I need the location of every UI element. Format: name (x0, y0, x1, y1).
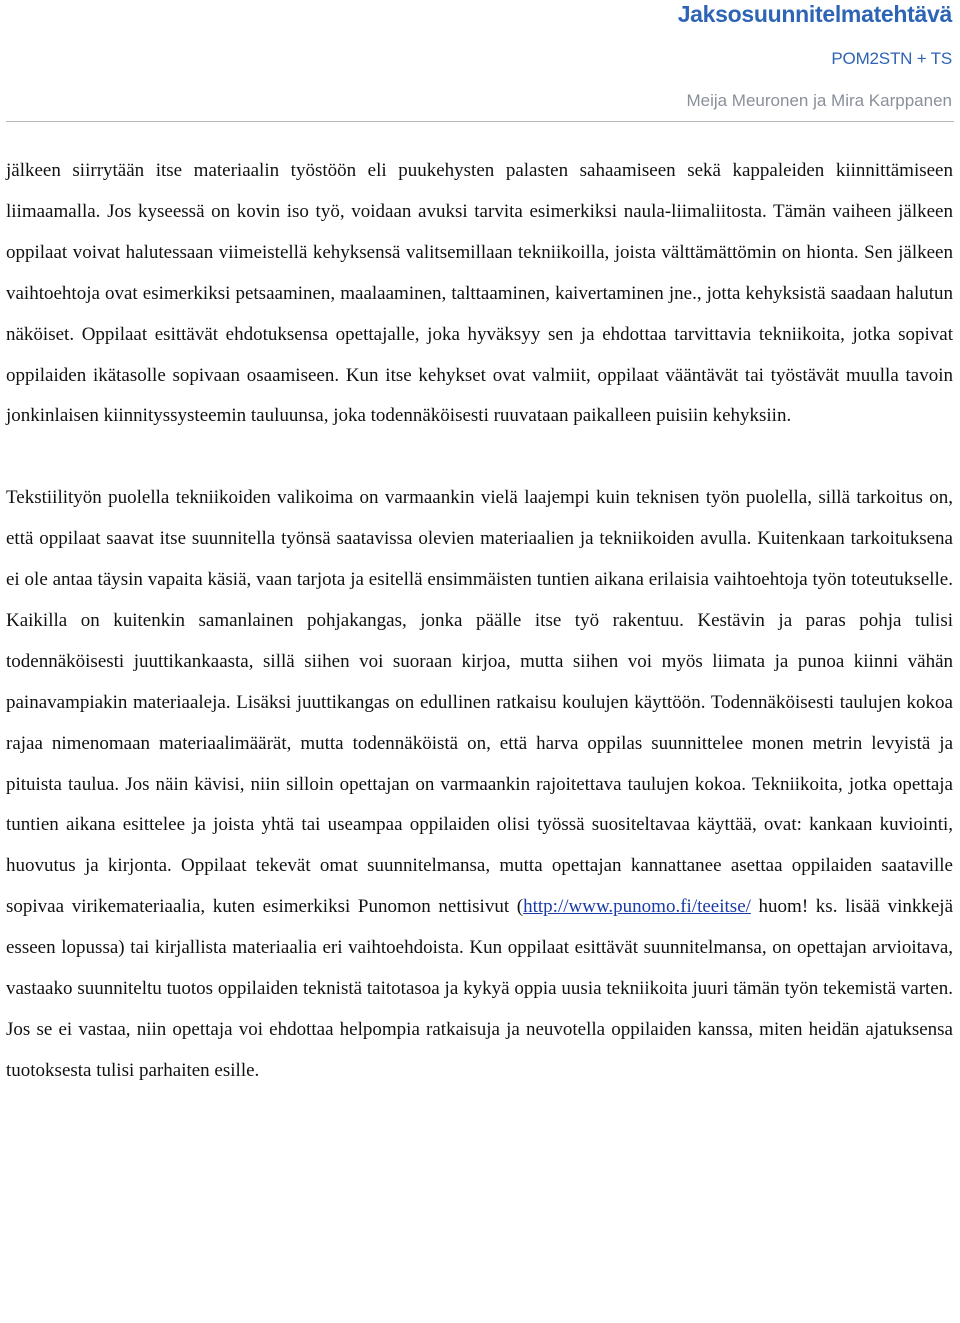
header-divider (6, 121, 954, 122)
page-header (252, 0, 952, 112)
document-body (6, 151, 953, 1092)
punomo-link[interactable]: http://www.punomo.fi/teeitse/ (523, 896, 751, 918)
document-title: Jaksosuunnitelmatehtävä (677, 1, 952, 27)
paragraph-2-text-start: Tekstiilityön puolella tekniikoiden valikoima on varmaankin vielä laajempi kuin teknisen työn puolella, sillä tarkoitus on, että oppilaat saavat itse suunnitella työnsä saatavissa olevien materiaalien ja tekniikoiden avulla. Kuitenkaan tarkoituksena ei ole antaa täysin vapaita käsiä, vaan tarjota ja esitellä ensimmäisten tuntien aikana erilaisia vaihtoehtoja työn toteutukselle. Kaikilla on kuitenkin samanlainen pohjakangas, jonka päälle itse työ rakentuu. Kestävin ja paras pohja tulisi todennäköisesti juuttikankaasta, sillä siihen voi suoraan kirjoa, mutta siihen voi myös liimata ja punoa kiinni vähän painavampiakin materiaaleja. Lisäksi juuttikangas on edullinen ratkaisu koulujen käyttöön. Todennäköisesti taulujen kokoa rajaa nimenomaan materiaalimäärät, mutta todennäköistä on, että harva oppilas suunnittelee monen metrin levyistä ja pituista taulua. Jos näin kävisi, niin silloin opettajan on varmaankin rajoitettava taulujen kokoa. Tekniikoita, jotka opettaja tuntien aikana esittelee ja joista yhtä tai useampaa oppilaiden olisi työssä suositeltavaa käyttää, ovat: kankaan kuviointi, huovutus ja kirjonta. Oppilaat tekevät omat suunnitelmansa, mutta opettajan kannattanee asettaa oppilaiden saataville sopivaa virikemateriaalia, kuten esimerkiksi Punomon nettisivut ( (6, 487, 953, 918)
paragraph-2-text-end: huom! ks. lisää vinkkejä esseen lopussa) tai kirjallista materiaalia eri vaihtoehdoista. Kun oppilaat esittävät suunnitelmansa, on opettajan arvioitava, vastaako suunniteltu tuotos oppilaiden teknistä taitotasoa ja kykyä oppia uusia tekniikoita juuri tämän työn tekemistä varten. Jos se ei vastaa, niin opettaja voi ehdottaa helpompia ratkaisuja ja neuvotella oppilaiden kanssa, miten heidän ajatuksensa tuotoksesta tulisi parhaiten esille. (6, 896, 953, 1081)
authors: Meija Meuronen ja Mira Karppanen (686, 91, 952, 110)
paragraph-1: jälkeen siirrytään itse materiaalin työstöön eli puukehysten palasten sahaamiseen sekä kappaleiden kiinnittämiseen liimaamalla. Jos kyseessä on kovin iso työ, voidaan avuksi tarvita esimerkiksi naula-liimaliitosta. Tämän vaiheen jälkeen oppilaat voivat halutessaan viimeistellä kehyksensä valitsemillaan tekniikoilla, joista välttämättömin on hionta. Sen jälkeen vaihtoehtoja ovat esimerkiksi petsaaminen, maalaaminen, talttaaminen, kaivertaminen jne., jotta kehyksistä saadaan halutun näköiset. Oppilaat esittävät ehdotuksensa opettajalle, joka hyväksyy sen ja ehdottaa tarvittavia tekniikoita, jotka sopivat oppilaiden ikätasolle sopivaan osaamiseen. Kun itse kehykset ovat valmiit, oppilaat vääntävät tai työstävät muulla tavoin jonkinlaisen kiinnityssysteemin tauluunsa, joka todennäköisesti ruuvataan paikalleen puisiin kehyksiin. (6, 160, 953, 427)
paragraph-2 (6, 478, 953, 1092)
course-code: POM2STN + TS (831, 49, 952, 68)
